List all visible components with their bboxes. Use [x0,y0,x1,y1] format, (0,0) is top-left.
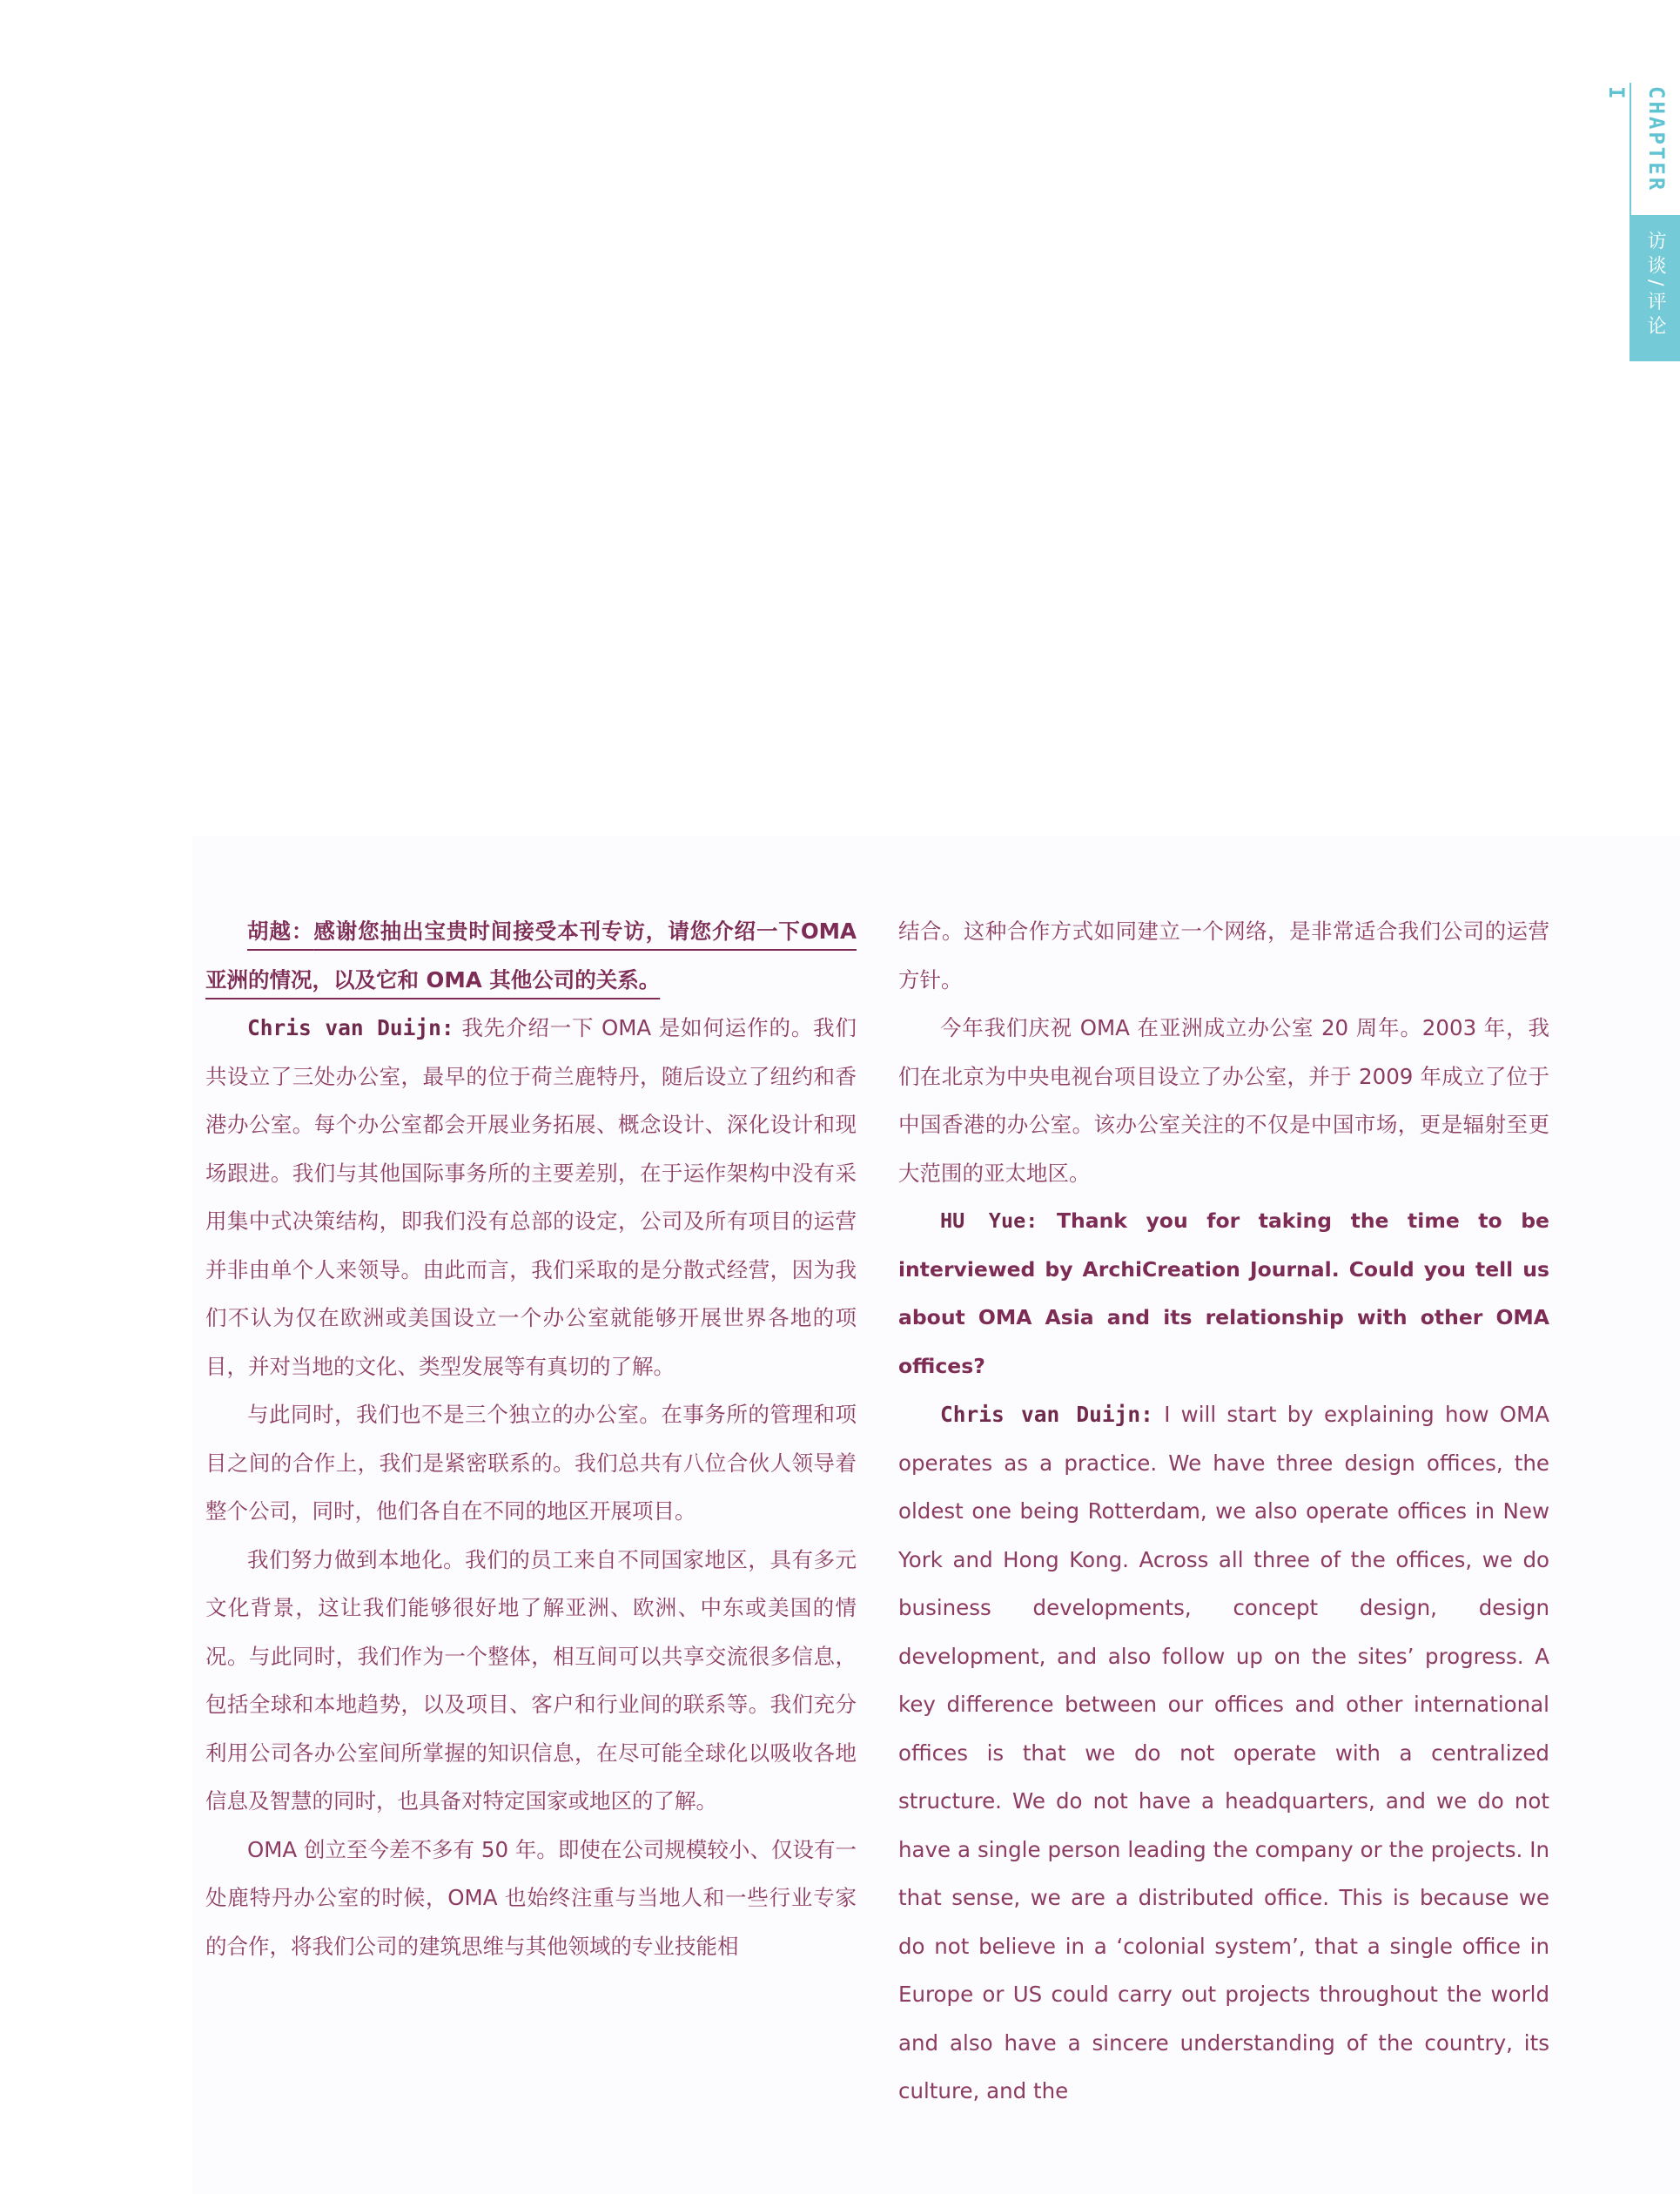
question-text: 感谢您抽出宝贵时间接受本刊专访，请您介绍一下OMA 亚洲的情况，以及它和 OMA 其他公司的关系。 [205,919,857,993]
english-answer-paragraph [898,1390,1549,2116]
english-answer-text: I will start by explaining how OMA operates as a practice. We have three design offices, the oldest one being Rotterdam, we also operate offices in New York and Hong Kong. Across all three of the offices, we do business developments, concept design, design development, and also follow up on the sites’ progress. A key difference between our offices and other international offices is that we do not operate with a centralized structure. We do not have a headquarters, and we do not have a single person leading the company or the projects. In that sense, we are a distributed office. This is because we do not believe in a ‘colonial system’, that a single office in Europe or US could carry out projects throughout the world and also have a sincere understanding of the country, its culture, and the [898,1402,1549,2103]
section-label: 访谈/评论 [1644,231,1666,340]
chinese-paragraph-anniversary: 今年我们庆祝 OMA 在亚洲成立办公室 20 周年。2003 年，我们在北京为中央电视台项目设立了办公室，并于 2009 年成立了位于中国香港的办公室。该办公室关注的不仅是中国市场，更是辐射至更大范围的亚太地区。 [898,1015,1549,1186]
left-text-column [205,907,857,1970]
english-answer-speaker: Chris van Duijn: [940,1402,1153,1427]
chinese-continuation: 结合。这种合作方式如同建立一个网络，是非常适合我们公司的运营方针。 [898,919,1549,993]
chinese-answer-paragraph [205,1004,857,1390]
chinese-paragraph-4: OMA 创立至今差不多有 50 年。即使在公司规模较小、仅设有一处鹿特丹办公室的时候，OMA 也始终注重与当地人和一些行业专家的合作，将我们公司的建筑思维与其他领域的专业技能相 [205,1836,857,1959]
answer-speaker: Chris van Duijn: [247,1015,454,1040]
answer-text: 我先介绍一下 OMA 是如何运作的。我们共设立了三处办公室，最早的位于荷兰鹿特丹，随后设立了纽约和香港办公室。每个办公室都会开展业务拓展、概念设计、深化设计和现场跟进。我们与其他国际事务所的主要差别，在于运作架构中没有采用集中式决策结构，即我们没有总部的设定，公司及所有项目的运营并非由单个人来领导。由此而言，我们采取的是分散式经营，因为我们不认为仅在欧洲或美国设立一个办公室就能够开展世界各地的项目，并对当地的文化、类型发展等有真切的了解。 [205,1015,857,1379]
chinese-paragraph-3: 我们努力做到本地化。我们的员工来自不同国家地区，具有多元文化背景，这让我们能够很好地了解亚洲、欧洲、中东或美国的情况。与此同时，我们作为一个整体，相互间可以共享交流很多信息，包括全球和本地趋势，以及项目、客户和行业间的联系等。我们充分利用公司各办公室间所掌握的知识信息，在尽可能全球化以吸收各地信息及智慧的同时，也具备对特定国家或地区的了解。 [205,1546,857,1814]
question-speaker: 胡越： [247,919,314,944]
chapter-label: CHAPTER I [1604,86,1669,193]
right-text-column [898,907,1549,2116]
english-question-speaker: HU Yue: [940,1208,1038,1233]
chapter-tab-section-block [1630,215,1680,361]
chinese-question [205,907,857,1004]
chinese-paragraph-2: 与此同时，我们也不是三个独立的办公室。在事务所的管理和项目之间的合作上，我们是紧密联系的。我们总共有八位合伙人领导着整个公司，同时，他们各自在不同的地区开展项目。 [205,1402,857,1524]
chapter-tab [1604,83,1680,361]
english-question [898,1197,1549,1390]
english-question-text: Thank you for taking the time to be interviewed by ArchiCreation Journal. Could you tell us about OMA Asia and its relationship with other OMA offices? [898,1208,1549,1378]
chapter-tab-top [1604,83,1680,215]
